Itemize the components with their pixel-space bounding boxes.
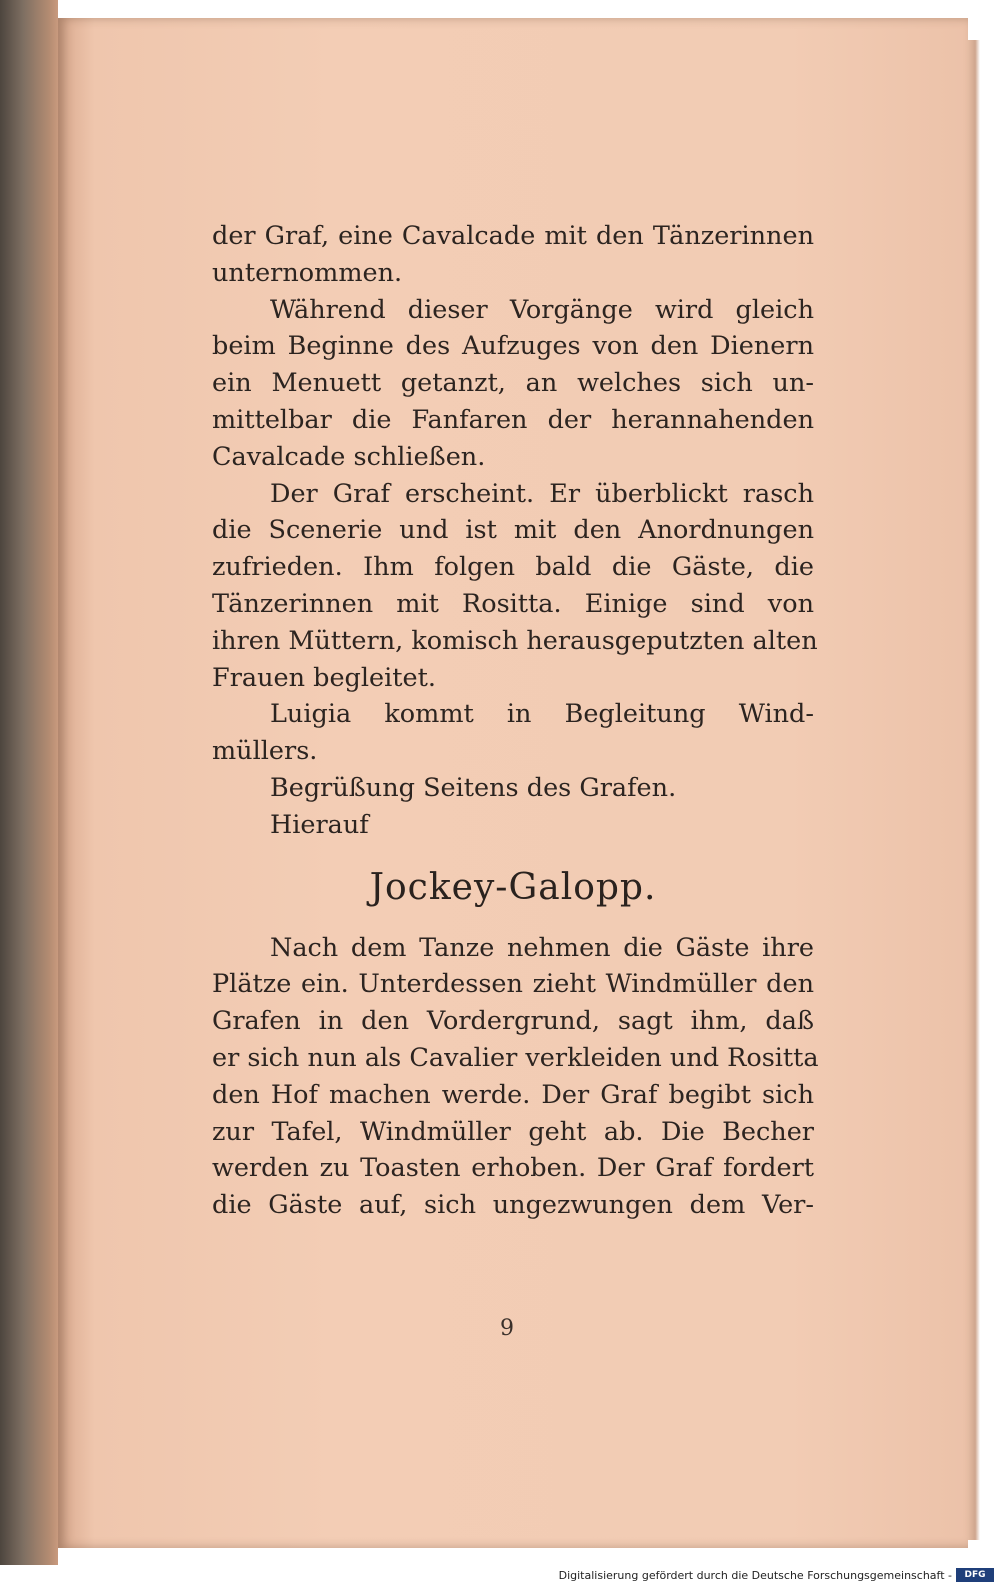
text-line: ein Menuett getanzt, an welches sich un- [212, 368, 814, 399]
text-line: der Graf, eine Cavalcade mit den Tänzerinnen [212, 221, 814, 251]
text-line: werden zu Toasten erhoben. Der Graf fordert [212, 1153, 814, 1184]
paragraph-group-after [212, 930, 819, 1224]
text-line: Begrüßung Seitens des Grafen. [270, 772, 677, 803]
text-line: unternommen. [212, 257, 403, 288]
text-line: Während dieser Vorgänge wird gleich [270, 294, 814, 325]
body-text [212, 218, 819, 1224]
text-line: müllers. [212, 736, 318, 767]
page-edge [968, 40, 980, 1540]
text-line: mittelbar die Fanfaren der herannahenden [212, 404, 814, 435]
text-line: Cavalcade schließen. [212, 441, 486, 472]
text-line: den Hof machen werde. Der Graf begibt sich [212, 1079, 814, 1110]
digitization-footer [0, 1565, 1000, 1586]
book-spine [0, 0, 58, 1565]
dfg-logo: DFG [956, 1568, 994, 1582]
text-line: zur Tafel, Windmüller geht ab. Die Becher [212, 1116, 814, 1147]
text-line: die Gäste auf, sich ungezwungen dem Ver- [212, 1190, 814, 1221]
text-line: Frauen begleitet. [212, 662, 436, 693]
section-heading: Jockey-Galopp. [369, 866, 657, 908]
text-line: die Scenerie und ist mit den Anordnungen [212, 515, 814, 546]
text-line: Tänzerinnen mit Rositta. Einige sind von [212, 588, 814, 619]
text-line: beim Beginne des Aufzuges von den Dienern [212, 331, 814, 362]
paragraph-group-before [212, 218, 818, 844]
text-line: ihren Müttern, komisch herausgeputzten alten [212, 625, 818, 656]
text-line: Grafen in den Vordergrund, sagt ihm, daß [212, 1006, 814, 1037]
text-line: Plätze ein. Unterdessen zieht Windmüller den [212, 969, 814, 1000]
text-line: Hierauf [270, 809, 369, 840]
text-line: Luigia kommt in Begleitung Wind- [270, 699, 814, 730]
text-line: Der Graf erscheint. Er überblickt rasch [270, 478, 814, 509]
page-number: 9 [500, 1316, 514, 1341]
text-line: er sich nun als Cavalier verkleiden und Rositta [212, 1042, 819, 1073]
text-line: Nach dem Tanze nehmen die Gäste ihre [270, 932, 814, 963]
footer-credit: Digitalisierung gefördert durch die Deutsche Forschungsgemeinschaft - [558, 1569, 952, 1582]
text-line: zufrieden. Ihm folgen bald die Gäste, die [212, 552, 814, 583]
